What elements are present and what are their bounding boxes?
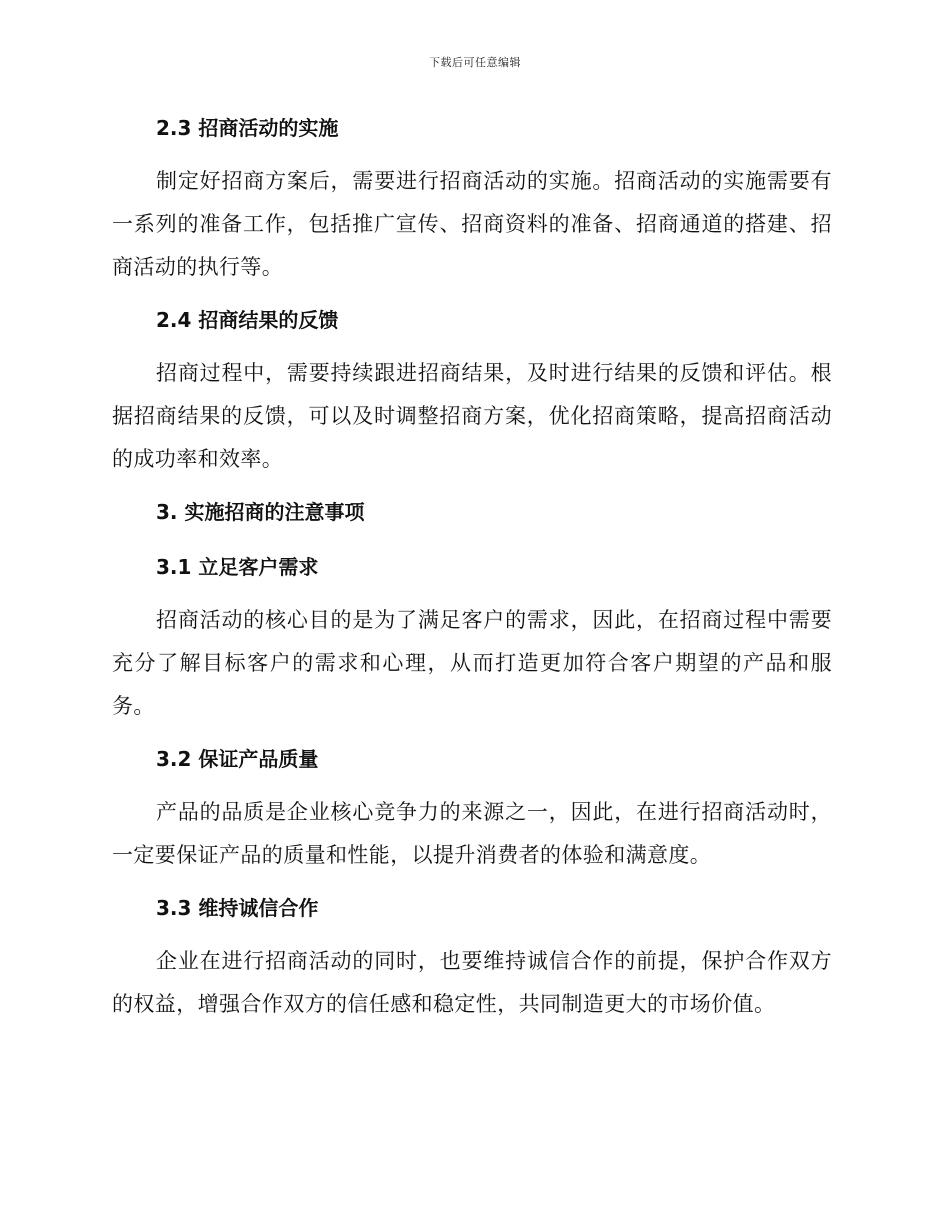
section-heading-3-1: 3.1 立足客户需求: [156, 555, 319, 579]
section-heading-2-4: 2.4 招商结果的反馈: [156, 308, 339, 332]
section-heading-3: 3. 实施招商的注意事项: [156, 500, 365, 524]
section-paragraph-3-3: 企业在进行招商活动的同时，也要维持诚信合作的前提，保护合作双方的权益，增强合作双方的信任感和稳定性，共同制造更大的市场价值。: [112, 949, 832, 1016]
section-heading-3-3: 3.3 维持诚信合作: [156, 896, 319, 920]
section-paragraph-3-1: 招商活动的核心目的是为了满足客户的需求，因此，在招商过程中需要充分了解目标客户的需求和心理，从而打造更加符合客户期望的产品和服务。: [112, 608, 832, 718]
section-paragraph-2-4: 招商过程中，需要持续跟进招商结果，及时进行结果的反馈和评估。根据招商结果的反馈，可以及时调整招商方案，优化招商策略，提高招商活动的成功率和效率。: [112, 361, 832, 471]
section-heading-3-2: 3.2 保证产品质量: [156, 747, 319, 771]
document-body: [112, 108, 832, 1026]
section-paragraph-2-3: 制定好招商方案后，需要进行招商活动的实施。招商活动的实施需要有一系列的准备工作，包括推广宣传、招商资料的准备、招商通道的搭建、招商活动的执行等。: [112, 169, 832, 279]
header-note: 下载后可任意编辑: [429, 56, 521, 69]
section-heading-2-3: 2.3 招商活动的实施: [156, 116, 339, 140]
section-paragraph-3-2: 产品的品质是企业核心竞争力的来源之一，因此，在进行招商活动时，一定要保证产品的质量和性能，以提升消费者的体验和满意度。: [112, 800, 832, 867]
